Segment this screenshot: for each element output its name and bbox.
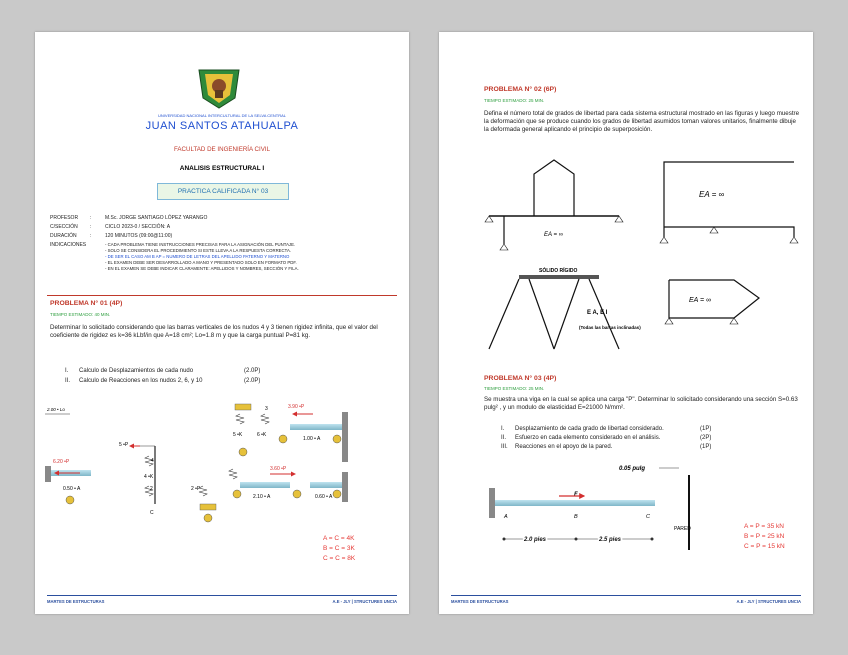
footer-right: A.E - JLY | STRUCTURES UNCIA	[736, 599, 801, 604]
todas-label: (Todas las barras inclinadas)	[579, 325, 641, 330]
problem2-text: Defina el número total de grados de libertad para cada sistema estructural mostrado en las figuras y luego muestre la deformación que se produce cuando los grados de libertad asumidos toman valores unitarios, finalmente dibuje la deformada general aplicando el principio de superposición.	[484, 110, 800, 134]
indicacion: - EN EL EXAMEN SE DEBE INDICAR CLARAMENTE: APELLIDOS Y NOMBRES, SECCIÓN Y FILA.	[105, 266, 299, 271]
dimension-label: 2.0 pies	[524, 537, 547, 543]
problem1-items	[65, 367, 315, 385]
node-marker	[333, 490, 341, 498]
indicaciones-label: INDICACIONES	[50, 242, 87, 248]
problem3-items	[501, 425, 751, 451]
divider	[47, 295, 397, 296]
node-label: 3	[265, 406, 268, 412]
right-wall-2	[342, 472, 348, 502]
spring-label: 5 •K	[233, 432, 243, 438]
spring-label: 6 •K	[257, 432, 267, 438]
problem2-title: PROBLEMA N° 02 (6P)	[484, 86, 557, 93]
indicacion: - EL EXAMEN DEBE SER DESARROLLADO A MANO Y PRESENTADO SOLO EN FORMATO PDF.	[105, 260, 297, 265]
footer-right: A.E - JLY | STRUCTURES UNCIA	[332, 599, 397, 604]
spring-6k	[261, 414, 269, 424]
info-label: PROFESOR	[50, 215, 79, 221]
item-points: (2P)	[700, 435, 712, 441]
info-row: C/SECCIÓN : CICLO 2023-0 / SECCIÓN: A	[50, 224, 171, 230]
item-points: (1P)	[700, 426, 712, 432]
rigid-frame-members	[664, 162, 794, 237]
exam-page-1	[35, 32, 409, 614]
problem2-time: TIEMPO ESTIMADO: 25 MIN.	[484, 98, 545, 103]
c-label: C	[150, 510, 154, 516]
problem3-text: Se muestra una viga en la cual se aplica una carga "P". Determinar lo solicitado considerando una sección S=0.63 pulg² , y un modulo de elasticidad E=21000 N/mm².	[484, 396, 798, 412]
answers-p2	[744, 522, 785, 552]
answer-line: A = P = 35 kN	[744, 523, 784, 530]
dim-tick	[575, 538, 578, 541]
node-label: 4	[151, 458, 154, 464]
problem3-time: TIEMPO ESTIMADO: 25 MIN.	[484, 386, 545, 391]
item-num: I.	[501, 426, 505, 432]
left-wall	[45, 466, 51, 482]
answer-line: B = P = 25 kN	[744, 533, 785, 540]
problem1-text: Determinar lo solicitado considerando que las barras verticales de los nudos 4 y 3 tienen rigidez infinita, que el valor del coeficiente de rigidez es k=36 kLbf/in que A=18 cm²; Lo=1.8 m y que la carga puntual P=81 kg.	[50, 324, 378, 340]
load-label: 5 •P	[119, 442, 129, 448]
beam-wall-figure	[484, 460, 714, 555]
node-marker	[333, 435, 341, 443]
supports	[660, 227, 798, 243]
supports	[665, 318, 738, 324]
ea-label: EA = ∞	[699, 190, 725, 199]
practice-box	[157, 183, 289, 200]
ea-label: EA = ∞	[544, 232, 563, 238]
point-c-label: C	[646, 514, 650, 520]
bar-label: 2.10 • A	[253, 494, 271, 500]
item-num: III.	[501, 444, 508, 450]
solido-label: SÓLIDO RÍGIDO	[539, 268, 578, 274]
right-wall	[342, 412, 348, 462]
problem1-time: TIEMPO ESTIMADO: 40 MIN.	[50, 312, 111, 317]
node-marker	[66, 496, 74, 504]
bar-06A	[310, 482, 342, 488]
university-small: UNIVERSIDAD NACIONAL INTERCULTURAL DE LA SELVA CENTRAL	[158, 113, 286, 118]
frame-figure	[484, 154, 634, 252]
load-label: 6.20 •P	[53, 459, 70, 465]
university-crest-icon	[195, 62, 243, 110]
node-marker	[279, 435, 287, 443]
ea-label: EA = ∞	[689, 297, 712, 304]
info-row: DURACIÓN : 120 MINUTOS (09:00@11:00)	[50, 233, 173, 239]
item-text: Calculo de Reacciones en los nudos 2, 6, y 10	[79, 378, 203, 384]
spring-3k	[229, 469, 237, 479]
item-points: (2.0P)	[244, 368, 261, 374]
item-num: II.	[501, 435, 507, 441]
item-row	[65, 367, 315, 375]
course-name: ANALISIS ESTRUCTURAL I	[179, 165, 265, 172]
springs-diagram	[45, 394, 375, 524]
page-footer	[47, 595, 397, 604]
left-wall	[489, 488, 495, 518]
info-row: PROFESOR : M.Sc. JORGE SANTIAGO LÓPEZ YARANGO	[50, 215, 208, 221]
pared-label: PARED	[674, 526, 691, 532]
footer-left: MARTES DE ESTRUCTURAS	[47, 599, 105, 604]
bar-label: 0.60 • A	[315, 494, 333, 500]
indicaciones-list	[105, 242, 299, 272]
item-text: Desplazamiento de cada grado de libertad considerado.	[515, 426, 664, 432]
node-marker	[239, 448, 247, 456]
info-value: 120 MINUTOS (09:00@11:00)	[105, 233, 173, 239]
item-num: I.	[65, 368, 69, 374]
answer-line: B = C = 3K	[323, 545, 355, 552]
answers-p1	[323, 534, 355, 564]
bent-beam-figure	[654, 270, 804, 350]
point-b-label: B	[574, 514, 578, 520]
beam-members	[669, 280, 759, 318]
spring-label: 4 •K	[144, 474, 154, 480]
support	[235, 404, 251, 410]
answer-line: C = C = 8K	[323, 555, 356, 562]
info-label: C/SECCIÓN	[50, 224, 78, 230]
problem1-title: PROBLEMA N° 01 (4P)	[50, 300, 123, 307]
info-value: CICLO 2023-0 / SECCIÓN: A	[105, 224, 171, 230]
faculty-name: FACULTAD DE INGENIERÍA CIVIL	[173, 146, 271, 153]
truss-figure	[484, 264, 641, 354]
rigid-block	[519, 275, 599, 279]
frame-members	[534, 160, 574, 216]
practice-title: PRACTICA CALIFICADA N° 03	[177, 188, 269, 195]
bar-label: 0.50 • A	[63, 486, 81, 492]
page-footer	[451, 595, 801, 604]
point-a-label: A	[504, 514, 508, 520]
item-row	[65, 377, 315, 385]
indicacion: - SOLO SE CONSIDERA EL PROCEDIMIENTO SI ESTE LLEVA A LA RESPUESTA CORRECTA.	[105, 248, 292, 253]
university-name: JUAN SANTOS ATAHUALPA	[145, 120, 299, 132]
indicacion: - CADA PROBLEMA TIENE INSTRUCCIONES PRECISAS PARA LA ASIGNACIÓN DEL PUNTAJE.	[105, 242, 296, 247]
lo-label: 2.00 • Lo	[47, 407, 65, 412]
node-marker	[204, 514, 212, 522]
footer-left: MARTES DE ESTRUCTURAS	[451, 599, 509, 604]
force-label: F	[574, 492, 578, 498]
bar-label: 1.00 • A	[303, 436, 321, 442]
node-label: 2	[150, 486, 153, 492]
dim-tick	[651, 538, 654, 541]
support	[200, 504, 216, 510]
item-num: II.	[65, 378, 71, 384]
dim-tick	[503, 538, 506, 541]
item-row	[501, 443, 751, 451]
item-points: (2.0P)	[244, 378, 261, 384]
item-row	[501, 434, 751, 442]
item-text: Reacciones en el apoyo de la pared.	[515, 444, 613, 450]
load-label: 3.90 •P	[288, 404, 305, 410]
item-text: Calculo de Desplazamientos de cada nudo	[79, 368, 194, 374]
item-row	[501, 425, 751, 433]
info-label: DURACIÓN	[50, 233, 77, 239]
load-label: 3.60 •P	[270, 466, 287, 472]
item-text: Esfuerzo en cada elemento considerado en el análisis.	[515, 435, 661, 441]
rigid-frame-figure	[654, 157, 804, 252]
bar-21A	[240, 482, 290, 488]
spring-5k	[236, 414, 244, 424]
exam-page-2	[439, 32, 813, 614]
dimension-label: 2.5 pies	[599, 537, 622, 543]
indicaciones-row	[50, 242, 395, 272]
beam-bar	[495, 500, 655, 506]
answer-line: A = C = 4K	[323, 535, 355, 542]
indicacion: - DE SER EL CASO AM B AP = NUMERO DE LETRAS DEL APELLIDO PATERNO Y MATERNO	[105, 254, 290, 259]
answer-line: C = P = 15 kN	[744, 543, 785, 550]
gap-label: 0.05 pulg	[619, 466, 646, 472]
bar-1A	[290, 424, 342, 430]
node-marker	[293, 490, 301, 498]
exam-info	[50, 215, 395, 272]
item-points: (1P)	[700, 444, 712, 450]
eaei-label: E A, E I	[587, 310, 608, 316]
node-marker	[233, 490, 241, 498]
load-label: 2 •P	[191, 486, 201, 492]
info-value: M.Sc. JORGE SANTIAGO LÓPEZ YARANGO	[105, 215, 208, 221]
problem3-title: PROBLEMA N° 03 (4P)	[484, 375, 557, 382]
